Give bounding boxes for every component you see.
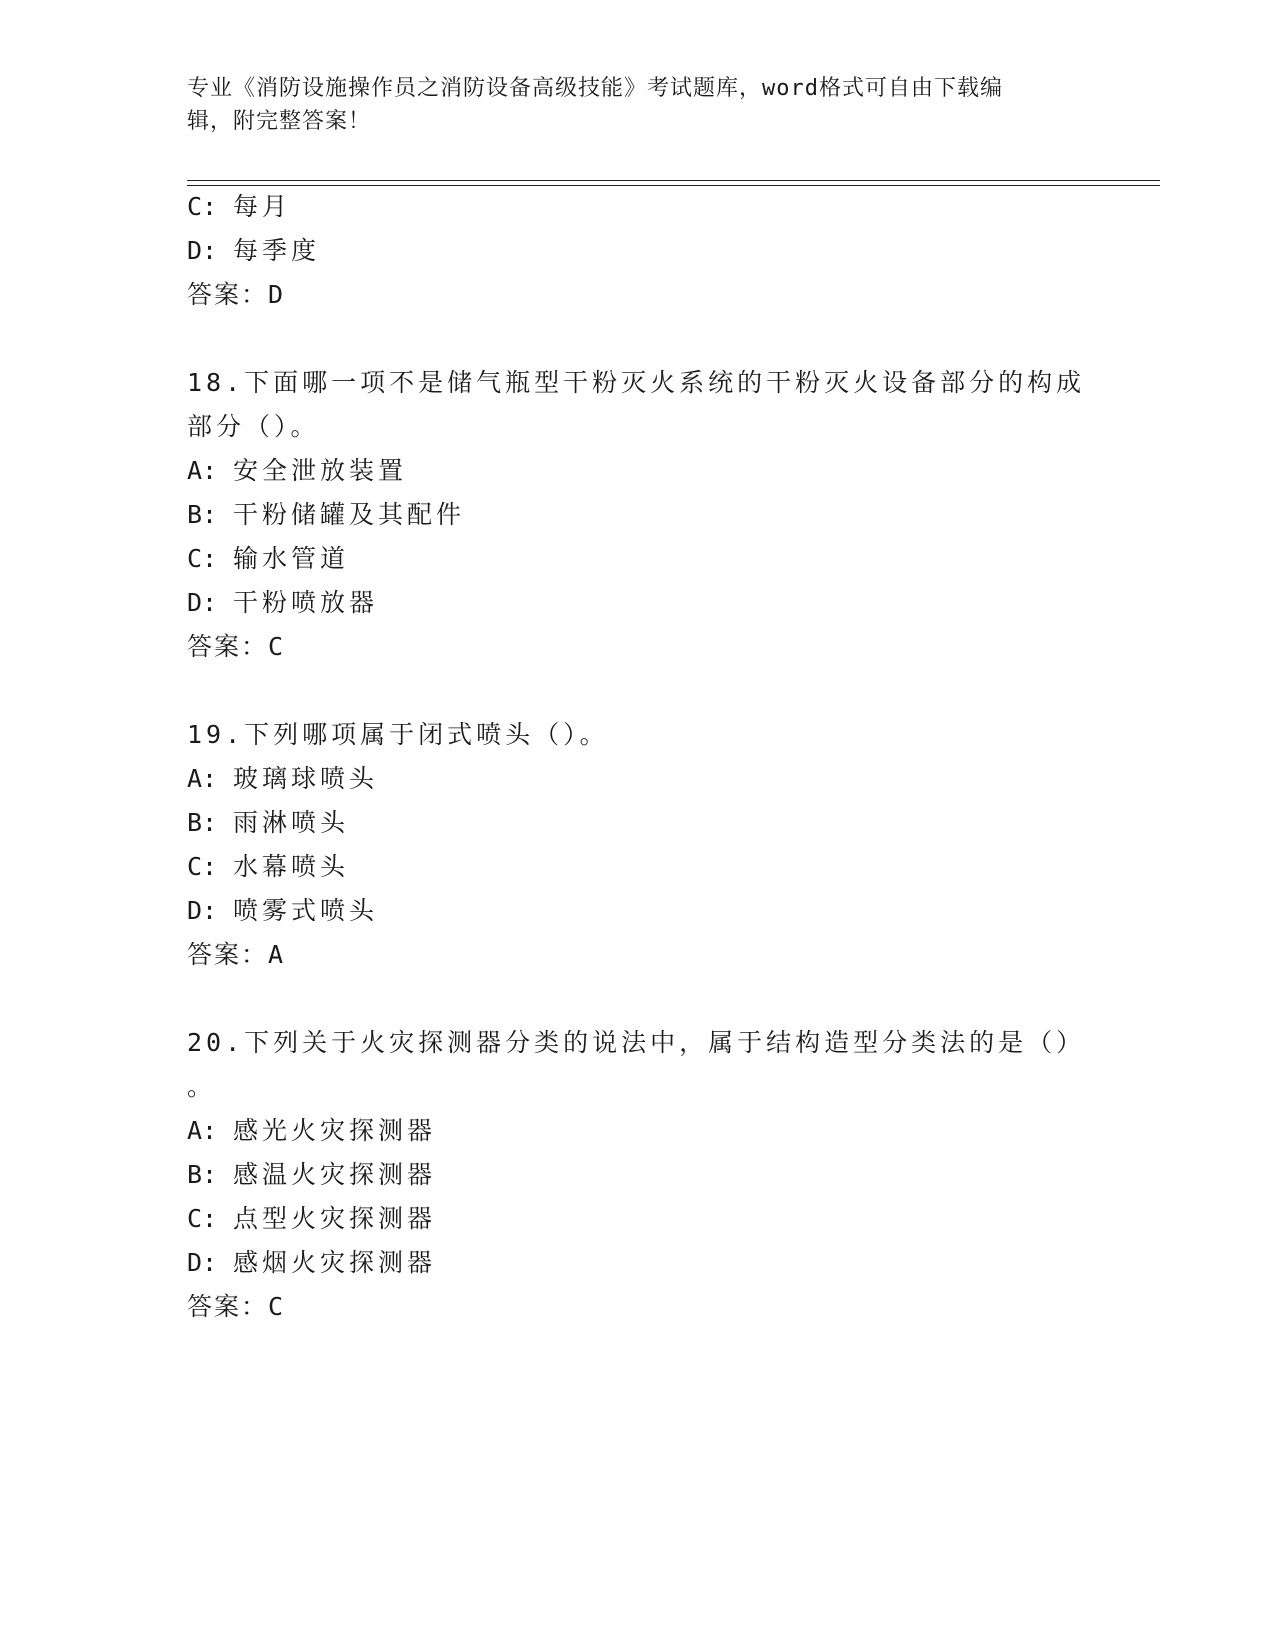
- option-text: 干粉喷放器: [233, 588, 379, 617]
- option-text: 输水管道: [233, 544, 350, 573]
- q18-answer: [187, 632, 283, 662]
- header-divider-bottom: [187, 185, 1160, 186]
- header-divider-top: [187, 180, 1160, 181]
- q20-option-d: [187, 1248, 436, 1278]
- q20-stem-line-2: 。: [187, 1072, 217, 1101]
- option-text: 每月: [233, 192, 292, 221]
- option-key: C:: [187, 1204, 218, 1233]
- prev-option-d: [187, 236, 320, 266]
- page-header: [187, 72, 1067, 138]
- q19-option-b: [187, 808, 349, 838]
- prev-answer: [187, 280, 283, 310]
- q19-option-c: [187, 852, 349, 882]
- q18-option-b: [187, 500, 465, 530]
- option-text: 干粉储罐及其配件: [233, 500, 466, 529]
- option-text: 感光火灾探测器: [233, 1116, 437, 1145]
- q19-stem-line-1: 19.下列哪项属于闭式喷头（）。: [187, 720, 609, 749]
- q18-stem-line-2: 部分（）。: [187, 412, 320, 441]
- q19-option-d: [187, 896, 378, 926]
- option-key: D:: [187, 588, 218, 617]
- option-key: D:: [187, 896, 218, 925]
- q18-stem-line-1: 18.下面哪一项不是储气瓶型干粉灭火系统的干粉灭火设备部分的构成: [187, 368, 1086, 397]
- option-key: C:: [187, 852, 218, 881]
- option-key: A:: [187, 456, 218, 485]
- q20-stem-line-1: 20.下列关于火灾探测器分类的说法中，属于结构造型分类法的是（）: [187, 1028, 1086, 1057]
- answer-label: 答案：: [187, 940, 269, 969]
- q19-option-a: [187, 764, 378, 794]
- q19-answer: [187, 940, 283, 970]
- option-text: 雨淋喷头: [233, 808, 350, 837]
- option-key: D:: [187, 1248, 218, 1277]
- q20-option-c: [187, 1204, 436, 1234]
- option-key: A:: [187, 1116, 218, 1145]
- option-key: C:: [187, 544, 218, 573]
- option-text: 喷雾式喷头: [233, 896, 379, 925]
- option-text: 每季度: [233, 236, 321, 265]
- prev-option-c: [187, 192, 291, 222]
- answer-value: C: [268, 1292, 284, 1321]
- q20-option-a: [187, 1116, 436, 1146]
- option-key: B:: [187, 808, 218, 837]
- option-text: 感烟火灾探测器: [233, 1248, 437, 1277]
- option-text: 感温火灾探测器: [233, 1160, 437, 1189]
- answer-label: 答案：: [187, 1292, 269, 1321]
- option-text: 水幕喷头: [233, 852, 350, 881]
- option-key: D:: [187, 236, 218, 265]
- option-key: B:: [187, 500, 218, 529]
- answer-value: D: [268, 280, 284, 309]
- q18-option-d: [187, 588, 378, 618]
- answer-value: A: [268, 940, 284, 969]
- q18-option-c: [187, 544, 349, 574]
- answer-label: 答案：: [187, 632, 269, 661]
- option-key: A:: [187, 764, 218, 793]
- option-key: C:: [187, 192, 218, 221]
- header-line-2: 辑，附完整答案！: [187, 109, 372, 134]
- header-line-1: 专业《消防设施操作员之消防设备高级技能》考试题库，word格式可自由下载编: [187, 76, 1003, 101]
- answer-value: C: [268, 632, 284, 661]
- q18-option-a: [187, 456, 407, 486]
- q20-option-b: [187, 1160, 436, 1190]
- answer-label: 答案：: [187, 280, 269, 309]
- q20-answer: [187, 1292, 283, 1322]
- option-text: 安全泄放装置: [233, 456, 408, 485]
- option-text: 点型火灾探测器: [233, 1204, 437, 1233]
- option-text: 玻璃球喷头: [233, 764, 379, 793]
- option-key: B:: [187, 1160, 218, 1189]
